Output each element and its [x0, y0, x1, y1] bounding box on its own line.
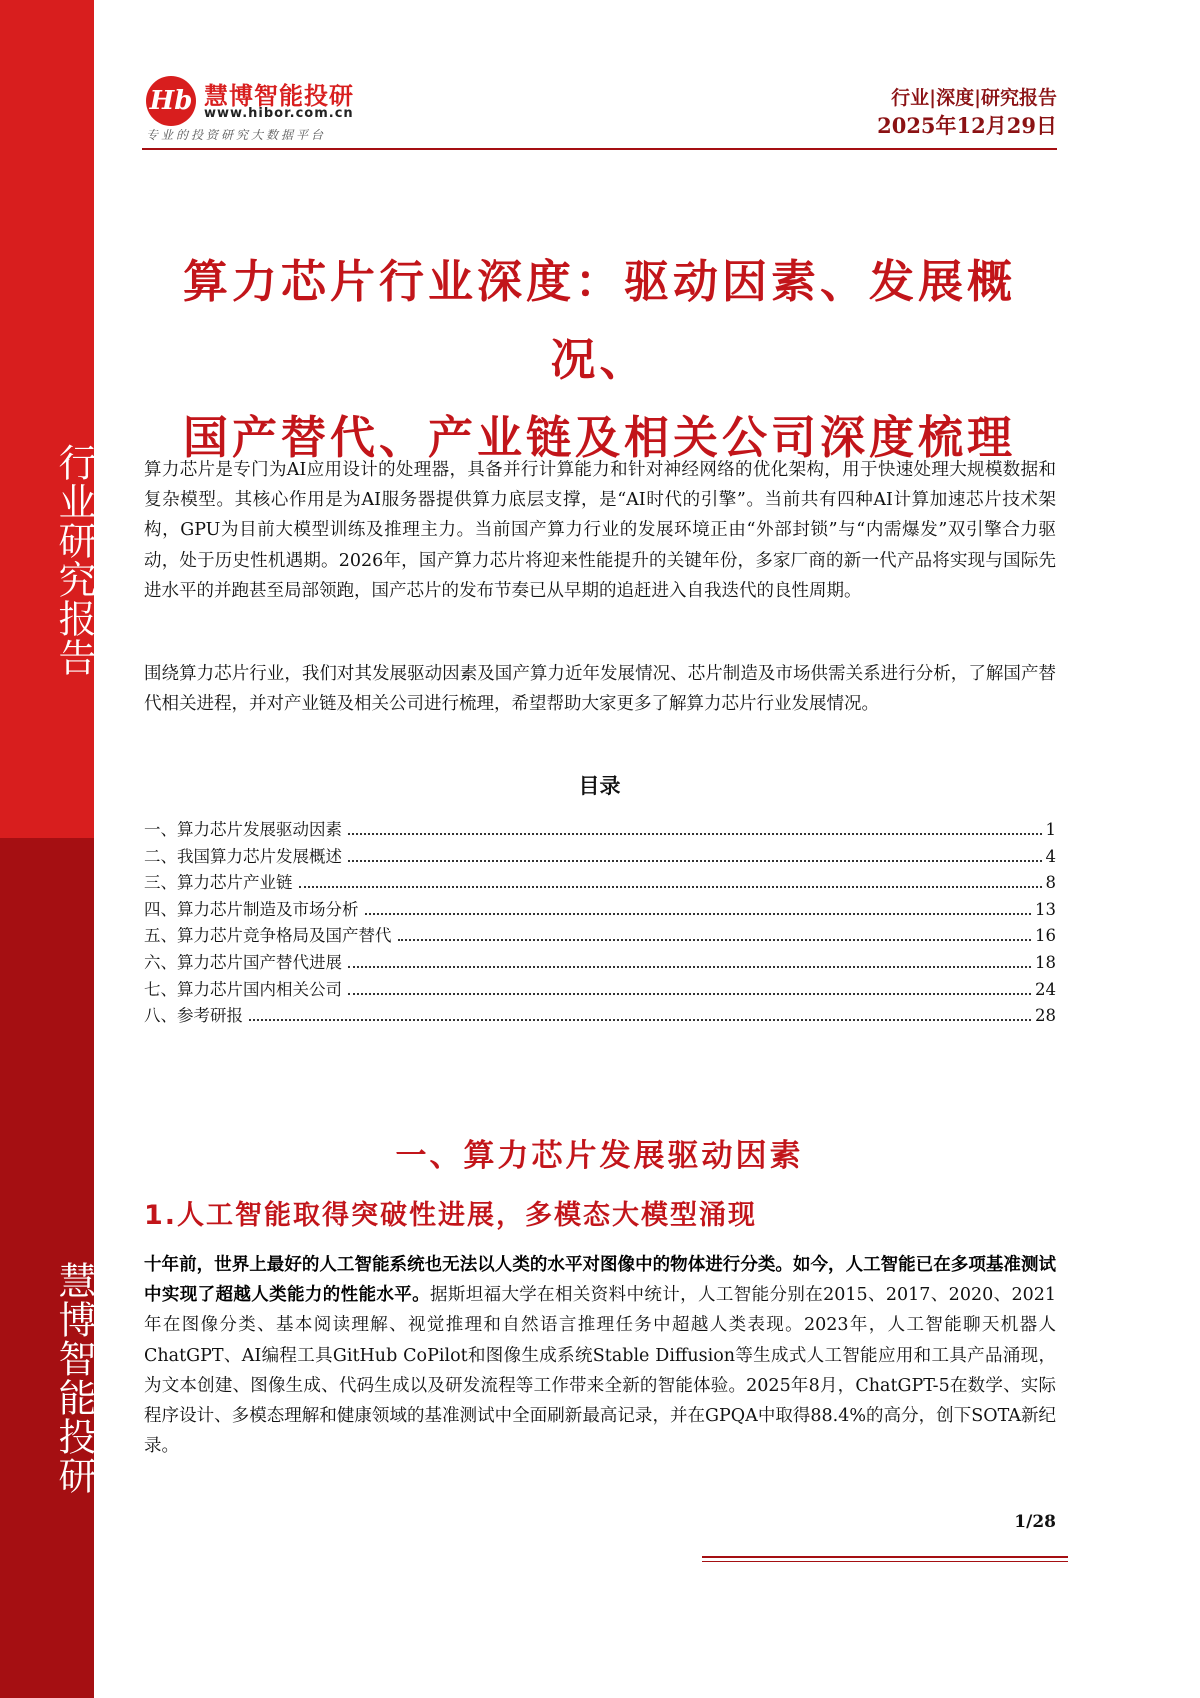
table-of-contents [144, 816, 1056, 1029]
toc-leader [348, 860, 1042, 862]
intro-paragraph-1: 算力芯片是专门为AI应用设计的处理器，具备并行计算能力和针对神经网络的优化架构，用于快速处理大规模数据和复杂模型。其核心作用是为AI服务器提供算力底层支撑，是“AI时代的引擎”。当前共有四种AI计算加速芯片技术架构，GPU为目前大模型训练及推理主力。当前国产算力行业的发展环境正由“外部封锁”与“内需爆发”双引擎合力驱动，处于历史性机遇期。2026年，国产算力芯片将迎来性能提升的关键年份，多家厂商的新一代产品将实现与国际先进水平的并跑甚至局部领跑，国产芯片的发布节奏已从早期的追赶进入自我迭代的良性周期。 [144, 460, 1056, 601]
sidebar-label-report-type: 行业研究报告 [52, 443, 96, 677]
toc-leader [299, 886, 1042, 888]
toc-item[interactable] [144, 949, 1056, 976]
toc-leader [348, 993, 1031, 995]
toc-item-page: 18 [1035, 952, 1056, 972]
toc-item-label: 二、我国算力芯片发展概述 [144, 846, 342, 866]
page-header [142, 68, 1057, 150]
toc-item[interactable] [144, 843, 1056, 870]
report-date: 2025年12月29日 [877, 113, 1057, 138]
toc-leader [348, 966, 1031, 968]
sidebar-label-brand: 慧博智能投研 [52, 1261, 96, 1495]
sidebar [0, 0, 94, 1698]
toc-item-label: 八、参考研报 [144, 1006, 243, 1026]
toc-item-page: 13 [1035, 899, 1056, 919]
toc-item[interactable] [144, 896, 1056, 923]
brand-slogan: 专业的投资研究大数据平台 [146, 128, 327, 142]
toc-item[interactable] [144, 976, 1056, 1003]
toc-item-page: 1 [1045, 820, 1056, 839]
report-title [142, 243, 1057, 477]
toc-leader [249, 1019, 1031, 1021]
section-paragraph [144, 1250, 1056, 1461]
footer-divider-thin [702, 1561, 1068, 1562]
toc-item-label: 四、算力芯片制造及市场分析 [144, 899, 359, 919]
section-heading: 一、算力芯片发展驱动因素 [395, 1138, 804, 1174]
section-paragraph-lead: 十年前，世界上最好的人工智能系统也无法以人类的水平对图像中的物体进行分类。如今，人工智能已在多项基准测试中实现了超越人类能力的性能水平。 [144, 1255, 1056, 1306]
toc-item[interactable] [144, 816, 1056, 843]
header-meta [877, 84, 1057, 140]
toc-item-label: 七、算力芯片国内相关公司 [144, 979, 342, 999]
toc-item-page: 4 [1045, 846, 1056, 866]
toc-leader [365, 913, 1032, 915]
brand-name: 慧博智能投研 [204, 82, 354, 110]
toc-item[interactable] [144, 1002, 1056, 1029]
toc-item[interactable] [144, 869, 1056, 896]
intro-paragraph-2: 围绕算力芯片行业，我们对其发展驱动因素及国产算力近年发展情况、芯片制造及市场供需关系进行分析，了解国产替代相关进程，并对产业链及相关公司进行梳理，希望帮助大家更多了解算力芯片行业发展情况。 [144, 664, 1056, 715]
brand-url: www.hibor.com.cn [204, 106, 354, 121]
report-category: 行业|深度|研究报告 [891, 87, 1057, 109]
brand-logo-icon: Hb [146, 76, 196, 126]
page-number: 1/28 [1014, 1512, 1056, 1532]
toc-item-page: 28 [1035, 1006, 1056, 1026]
toc-item-page: 24 [1035, 979, 1056, 999]
toc-item-page: 8 [1045, 873, 1056, 893]
report-title-line-1: 算力芯片行业深度：驱动因素、发展概况、 [182, 255, 1016, 386]
toc-item-page: 16 [1035, 926, 1056, 946]
header-divider [142, 148, 1057, 150]
toc-item[interactable] [144, 922, 1056, 949]
footer-divider [702, 1556, 1068, 1558]
toc-item-label: 三、算力芯片产业链 [144, 873, 293, 893]
toc-leader [398, 939, 1032, 941]
section-paragraph-body: 据斯坦福大学在相关资料中统计，人工智能分别在2015、2017、2020、2021年在图像分类、基本阅读理解、视觉推理和自然语言推理任务中超越人类表现。2023年，人工智能聊天机器人ChatGPT、AI编程工具GitHub CoPilot和图像生成系统Stable Diffusion等生成式人工智能应用和工具产品涌现，为文本创建、图像生成、代码生成以及研发流程等工作带来全新的智能体验。2025年8月，ChatGPT-5在数学、实际程序设计、多模态理解和健康领域的基准测试中全面刷新最高记录，并在GPQA中取得88.4%的高分，创下SOTA新纪录。 [144, 1285, 1056, 1457]
subsection-heading: 1.人工智能取得突破性进展，多模态大模型涌现 [144, 1200, 758, 1231]
report-title-line-2: 国产替代、产业链及相关公司深度梳理 [182, 411, 1016, 464]
toc-item-label: 一、算力芯片发展驱动因素 [144, 820, 342, 839]
toc-title: 目录 [578, 774, 621, 798]
toc-item-label: 六、算力芯片国产替代进展 [144, 952, 342, 972]
toc-item-label: 五、算力芯片竞争格局及国产替代 [144, 926, 392, 946]
toc-leader [348, 833, 1042, 835]
